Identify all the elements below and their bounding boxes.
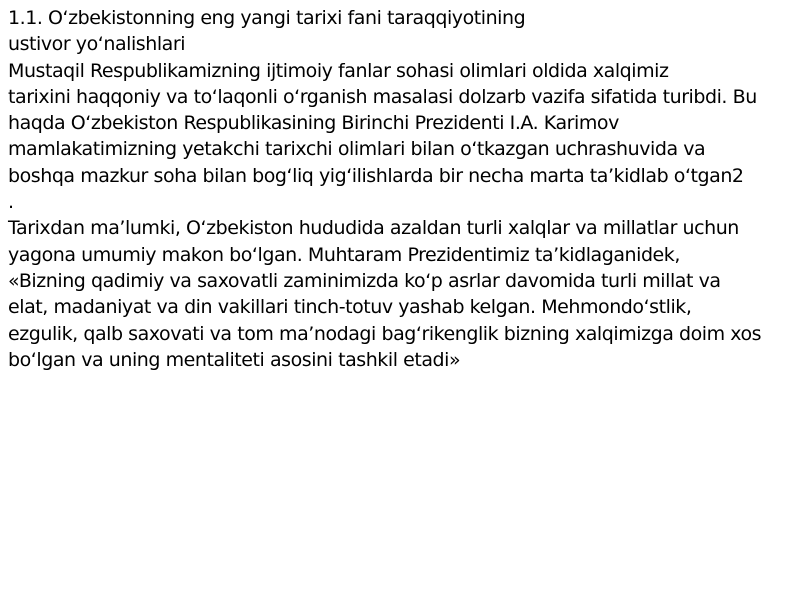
paragraph-line: mamlakatimizning yetakchi tarixchi olimlari bilan o‘tkazgan uchrashuvida va [8,138,706,161]
paragraph-line: haqda O‘zbekiston Respublikasining Birinchi Prezidenti I.A. Karimov [8,112,619,135]
paragraph-line: Tarixdan ma’lumki, O‘zbekiston hududida azaldan turli xalqlar va millatlar uchun [8,217,739,240]
paragraph-line: ezgulik, qalb saxovati va tom ma’nodagi bag‘rikenglik bizning xalqimizga doim xos [8,322,762,345]
section-heading [8,5,788,58]
paragraph-line: boshqa mazkur soha bilan bog‘liq yig‘ilishlarda bir necha marta ta’kidlab o‘tgan2 [8,164,744,187]
paragraph-line: Mustaqil Respublikamizning ijtimoiy fanlar sohasi olimlari oldida xalqimiz [8,59,669,82]
paragraph [8,215,788,373]
paragraph-line: elat, madaniyat va din vakillari tinch-totuv yashab kelgan. Mehmondo‘stlik, [8,296,692,319]
document-body [8,5,788,373]
paragraph-line: yagona umumiy makon bo‘lgan. Muhtaram Prezidentimiz ta’kidlaganidek, [8,243,680,266]
paragraph [8,58,788,216]
paragraph-line: «Bizning qadimiy va saxovatli zaminimizda ko‘p asrlar davomida turli millat va [8,269,721,292]
heading-line: 1.1. O‘zbekistonning eng yangi tarixi fani taraqqiyotining [8,7,526,29]
heading-line: ustivor yo‘nalishlari [8,33,186,56]
paragraph-line: bo‘lgan va uning mentaliteti asosini tashkil etadi» [8,348,461,371]
paragraph-line: tarixini haqqoniy va to‘laqonli o‘rganish masalasi dolzarb vazifa sifatida turibdi. Bu [8,85,757,108]
paragraph-line: . [8,191,14,214]
